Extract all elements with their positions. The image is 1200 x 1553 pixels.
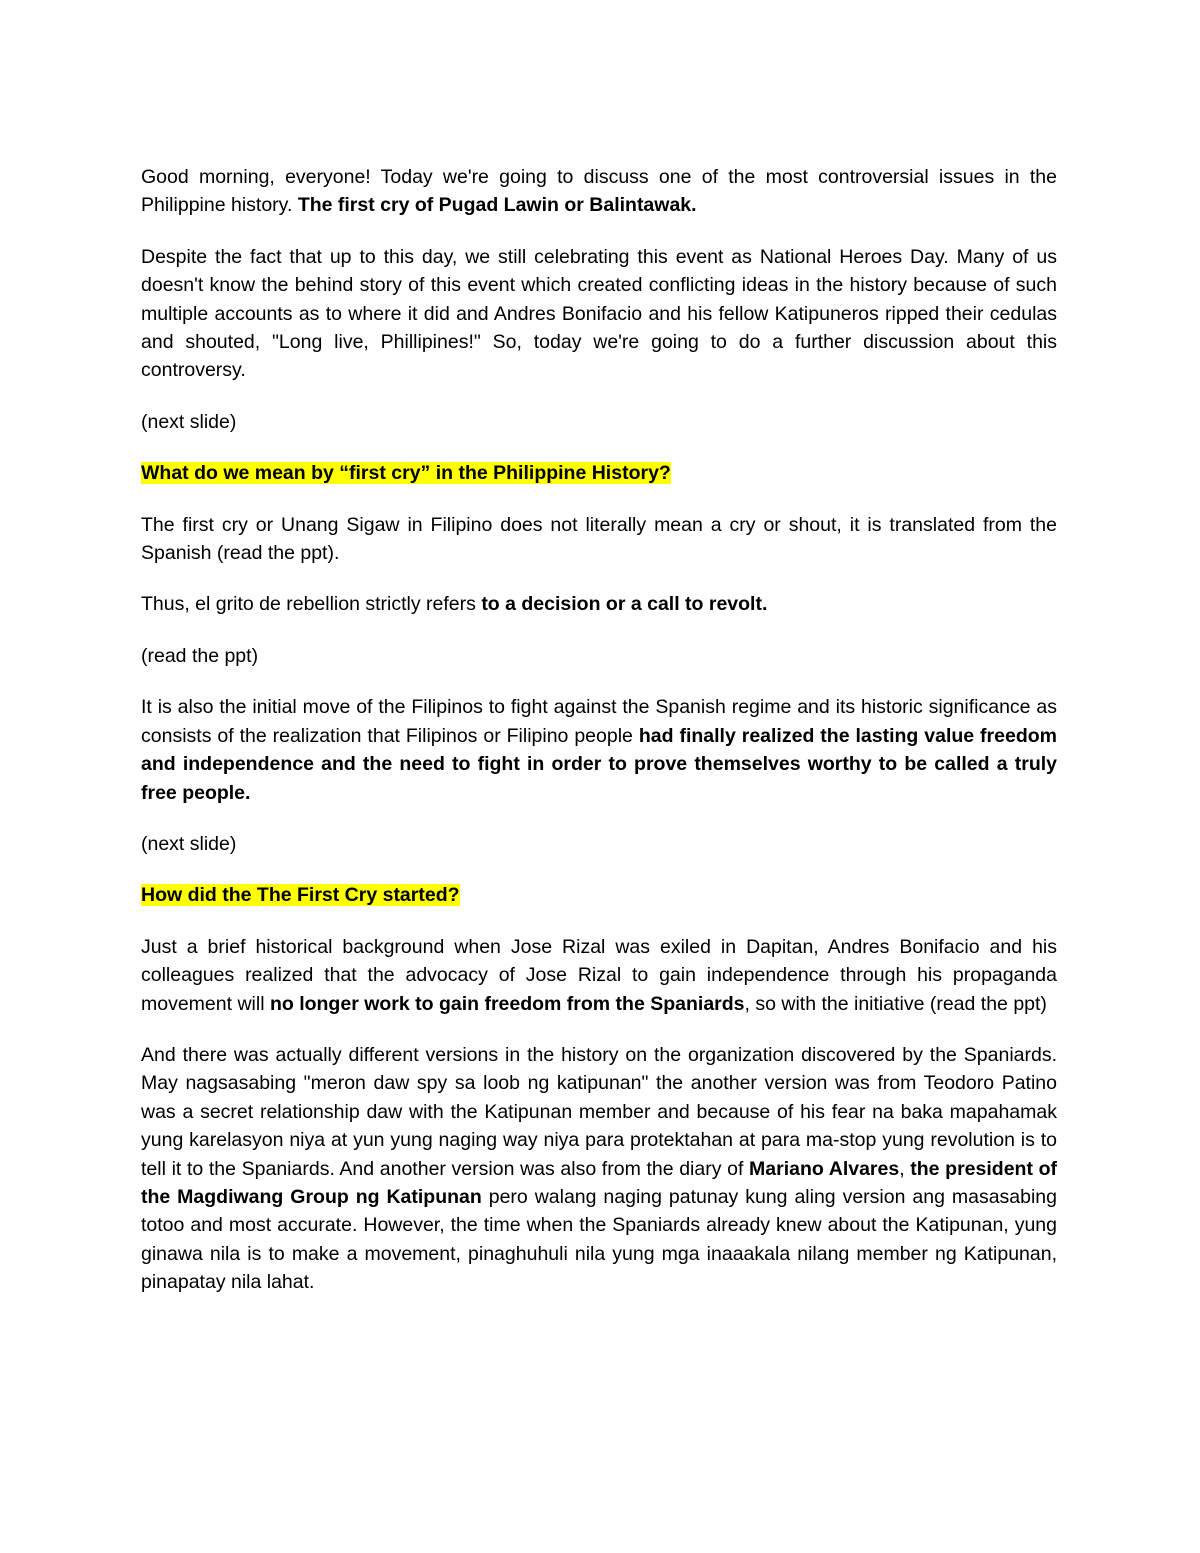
- slide-cue-2-text: (next slide): [141, 832, 237, 855]
- background-paragraph: [141, 933, 1057, 1018]
- slide-cue-2: [141, 830, 1057, 858]
- intro-text: Good morning, everyone! Today we're going to discuss one of the most controversial issues in the Philippine history.: [141, 166, 1057, 217]
- background-bold-text: no longer work to gain freedom from the Spaniards: [269, 992, 745, 1015]
- background-text-end: , so with the initiative (read the ppt): [744, 992, 1047, 1015]
- significance-bold-text: had finally realized the lasting value freedom and independence and the need to fight in order to prove themselves worthy to be called a truly free people.: [141, 724, 1057, 804]
- slide-cue-text: (next slide): [141, 410, 237, 433]
- context-text: Despite the fact that up to this day, we still celebrating this event as National Heroes Day. Many of us doesn't know the behind story of this event which created conflicting ideas in the history because of such multiple accounts as to where it did and Andres Bonifacio and his fellow Katipuneros ripped their cedulas and shouted, "Long live, Phillipines!" So, today we're going to do a further discussion about this controversy.: [141, 245, 1057, 382]
- definition-paragraph: [141, 511, 1057, 568]
- highlighted-heading: What do we mean by “first cry” in the Philippine History?: [141, 462, 671, 485]
- significance-text: It is also the initial move of the Filipinos to fight against the Spanish regime and its historic significance as consists of the realization that Filipinos or Filipino people: [141, 696, 1057, 747]
- person-title: the president of the Magdiwang Group ng Katipunan: [141, 1157, 1057, 1208]
- ppt-cue-text: (read the ppt): [141, 644, 259, 667]
- definition-text: The first cry or Unang Sigaw in Filipino does not literally mean a cry or shout, it is translated from the Spanish (read the ppt).: [141, 513, 1057, 565]
- document-page: [141, 163, 1057, 1320]
- ppt-cue: [141, 642, 1057, 670]
- highlighted-heading-2: How did the The First Cry started?: [141, 884, 460, 907]
- section-heading-first-cry-start: [141, 881, 1057, 909]
- intro-paragraph: [141, 163, 1057, 220]
- versions-text: And there was actually different versions in the history on the organization discovered by the Spaniards. May nagsasabing "meron daw spy sa loob ng katipunan" the another version was from Teodoro Patino was a secret relationship daw with the Katipunan member and because of his fear na baka mapahamak yung karelasyon niya at yun yung naging way niya para protektahan at para ma-stop yung revolution is to tell it to the Spaniards. And another version was also from the diary of: [141, 1043, 1057, 1180]
- versions-comma: ,: [899, 1157, 911, 1180]
- versions-paragraph: [141, 1041, 1057, 1297]
- topic-title: The first cry of Pugad Lawin or Balintawak.: [297, 194, 697, 217]
- significance-paragraph: [141, 693, 1057, 807]
- person-name: Mariano Alvares: [749, 1157, 900, 1180]
- slide-cue: [141, 408, 1057, 436]
- versions-text-end: pero walang naging patunay kung aling version ang masasabing totoo and most accurate. However, the time when the Spaniards already knew about the Katipunan, yung ginawa nila is to make a movement, pinaghuhuli nila yung mga inaaakala nilang member ng Katipunan, pinapatay nila lahat.: [141, 1185, 1057, 1294]
- grito-paragraph: [141, 590, 1057, 618]
- grito-bold-text: to a decision or a call to revolt.: [481, 593, 768, 616]
- section-heading-first-cry-meaning: [141, 459, 1057, 487]
- grito-text: Thus, el grito de rebellion strictly refers: [141, 593, 482, 616]
- background-text: Just a brief historical background when Jose Rizal was exiled in Dapitan, Andres Bonifacio and his colleagues realized that the advocacy of Jose Rizal to gain independence through his propaganda movement will: [141, 935, 1057, 1015]
- context-paragraph: [141, 243, 1057, 385]
